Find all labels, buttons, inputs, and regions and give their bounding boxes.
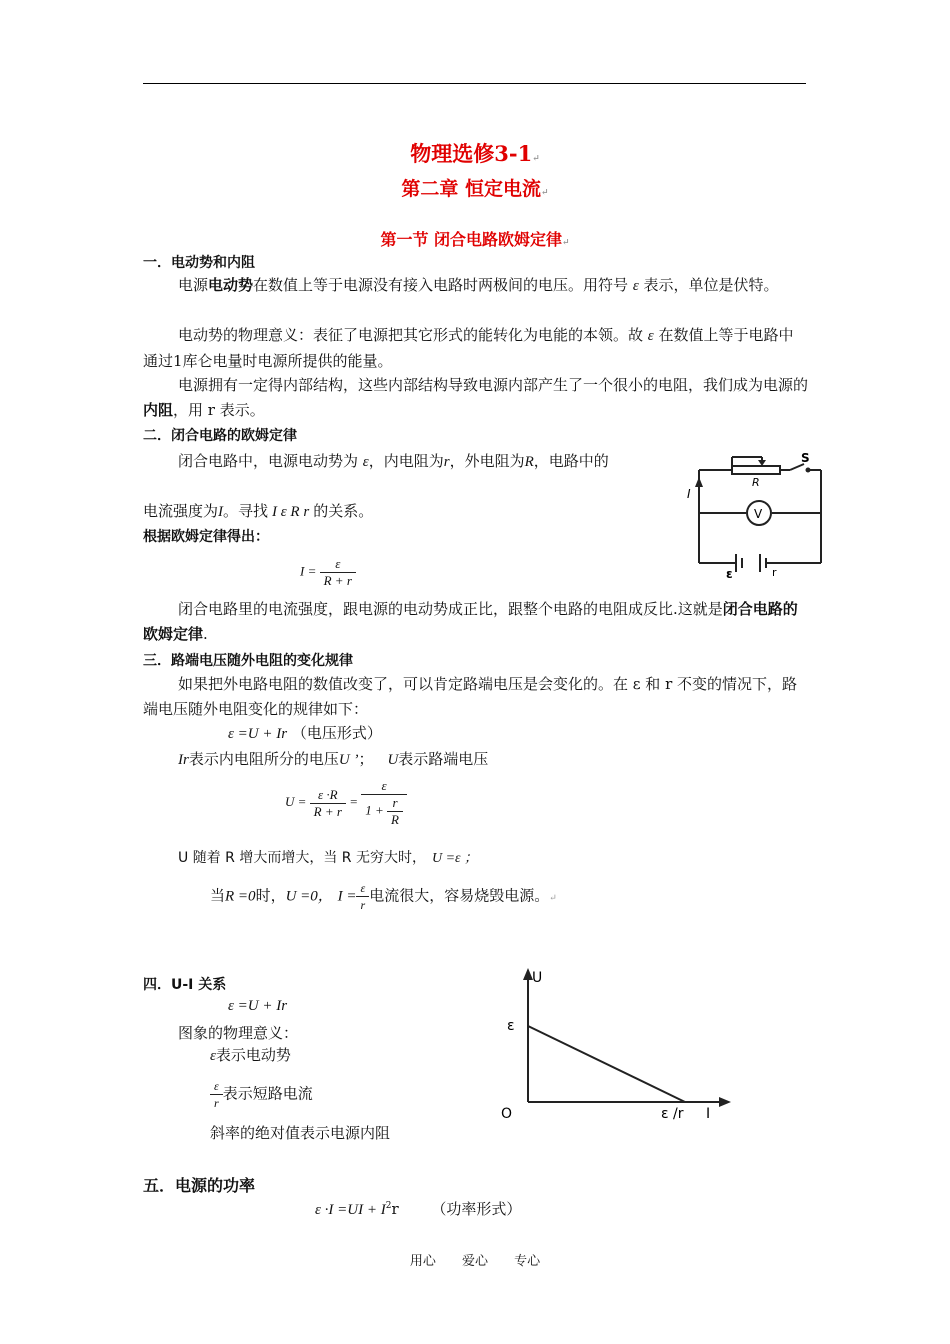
chapter-title: 第二章 恒定电流↵ [401,178,549,200]
s3-u-formula: U = $\frac{\varepsilon \cdot R}{R + r}$ = ε 1 + $\frac{r}{R}$ [285,778,407,828]
section-3-heading: 三．路端电压随外电阻的变化规律 [143,653,353,669]
s4-m3: 斜率的绝对值表示电源内阻 [210,1124,391,1142]
s2-line-2: 电流强度为I。寻找 I ε R r 的关系。 [143,502,374,520]
graph-label-origin: O [501,1106,513,1122]
s2-paragraph-2: 闭合电路里的电流强度，跟电源的电动势成正比，跟整个电路的电阻成反比.这就是闭合电路的欧姆定律. [143,600,798,643]
s4-m1: ε表示电动势 [210,1046,291,1064]
graph-label-eps: ε [507,1018,515,1034]
s1-paragraph-1: 电源电动势在数值上等于电源没有接入电路时两极间的电压。用符号 ε 表示，单位是伏特。 [178,276,779,294]
s4-eq: ε =U + Ir [228,998,288,1014]
switch-contact [806,468,811,473]
circuit-label-V: V [754,507,763,521]
s3-u-line: U 随着 R 增大而增大，当 R 无穷大时， U =ε ； [178,850,479,866]
section-2-heading: 二．闭合电路的欧姆定律 [143,428,297,444]
header-rule [143,83,806,84]
circuit-label-S: S [801,452,810,465]
circuit-diagram [672,452,832,582]
s4-m2: $\frac{\varepsilon}{r}$ 表示短路电流 [210,1078,313,1111]
s3-eq1: ε =U + Ir （电压形式） [228,724,382,742]
main-title: 物理选修3-1↵ [410,141,540,166]
ohm-formula: I = $\frac{\varepsilon}{R + r}$ [300,556,356,589]
graph-label-U: U [532,970,543,986]
section-5-heading: 五．电源的功率 [143,1176,256,1195]
graph-label-I: I [706,1106,711,1122]
s2-subheading: 根据欧姆定律得出： [143,529,269,545]
s5-eq: $\varepsilon \cdot I =UI + I^2r$ （功率形式） [315,1200,522,1218]
s1-paragraph-3: 电源拥有一定得内部结构，这些内部结构导致电源内部产生了一个很小的电阻，我们成为电源的内阻，用 r 表示。 [143,376,809,419]
current-arrow [695,477,703,487]
section-4-heading: 四．U-I 关系 [143,977,227,993]
u-i-graph [495,962,745,1122]
circuit-label-R: R [752,476,760,489]
s3-ir-line: Ir表示内电阻所分的电压U ’； U表示路端电压 [178,750,489,768]
s3-paragraph-1: 如果把外电路电阻的数值改变了，可以肯定路端电压是会变化的。在 ε 和 r 不变的情况下，路端电压随外电阻变化的规律如下： [143,675,798,718]
s4-meaning: 图象的物理意义： [178,1024,299,1042]
i-axis-arrow [719,1097,731,1107]
section-1-heading: 一．电动势和内阻 [143,255,255,271]
graph-label-eps-r: ε /r [661,1106,684,1122]
section-title: 第一节 闭合电路欧姆定律↵ [380,230,570,249]
s2-line-1: 闭合电路中，电源电动势为 ε，内电阻为r，外电阻为R，电路中的 [178,452,609,470]
page-footer: 用心 爱心 专心 [409,1254,541,1269]
circuit-label-r: r [772,566,777,579]
s3-when-line: 当R =0时，U =0， I = $\frac{\varepsilon}{r}$ 电流很大，容易烧毁电源。↵ [210,881,557,912]
s1-paragraph-2: 电动势的物理意义：表征了电源把其它形式的能转化为电能的本领。故 ε 在数值上等于电路中通过1库仑电量时电源所提供的能量。 [143,326,794,370]
circuit-label-I: I [687,487,691,501]
circuit-label-eps: ε [726,567,733,581]
